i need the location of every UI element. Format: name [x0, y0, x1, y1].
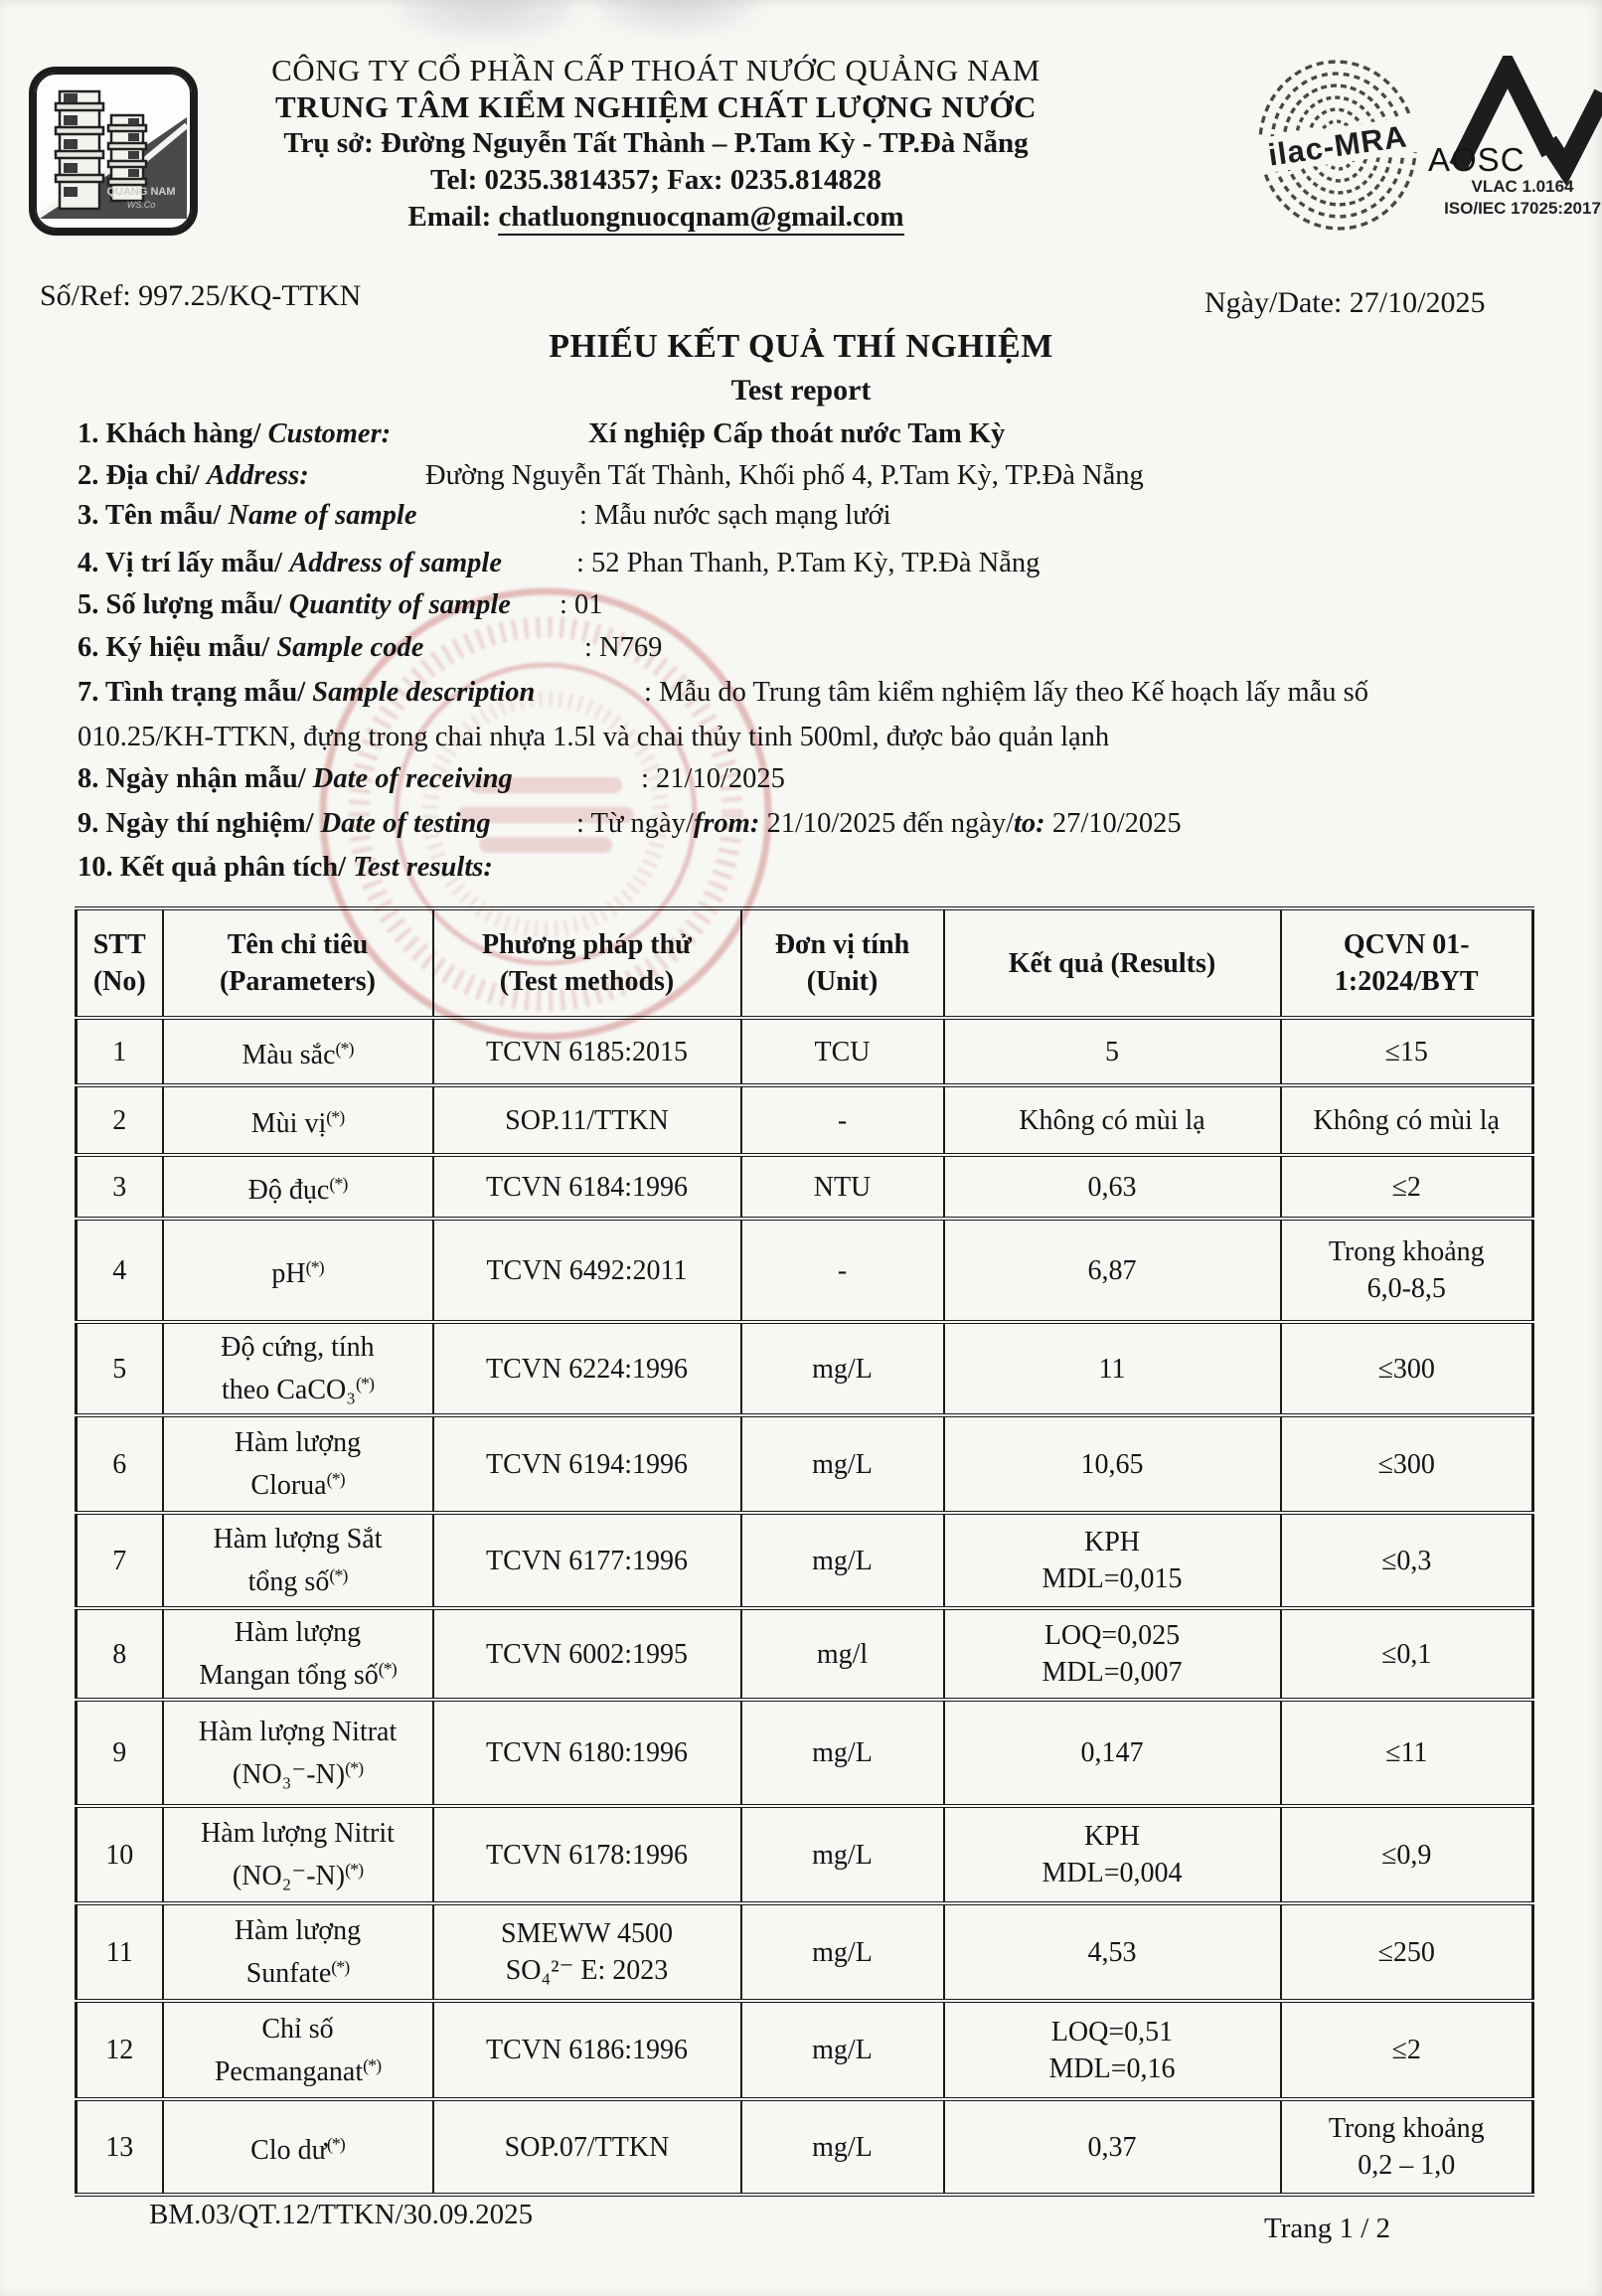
cell-limit: ≤250: [1281, 1903, 1533, 2001]
table-row: [77, 2001, 1533, 2099]
cell-result: KPH MDL=0,015: [944, 1513, 1281, 1608]
info-item: [78, 460, 1572, 492]
ilac-mra-mark: [1250, 58, 1425, 233]
cell-no: 2: [77, 1085, 163, 1155]
table-row: [77, 2099, 1533, 2195]
cell-parameter: Màu sắc(*): [163, 1018, 433, 1085]
table-row: [77, 1018, 1533, 1085]
info-value: : 52 Phan Thanh, P.Tam Kỳ, TP.Đà Nẵng: [576, 548, 1041, 578]
info-value: : 21/10/2025: [641, 763, 785, 794]
cell-method: SOP.11/TTKN: [433, 1085, 741, 1155]
company-logo: [26, 64, 201, 239]
info-item: [78, 852, 1572, 884]
info-value: : 01: [560, 589, 603, 620]
info-label-vi: 5. Số lượng mẫu/: [78, 589, 289, 620]
page-number: Trang 1 / 2: [1264, 2213, 1391, 2244]
info-value: : Từ ngày/from: 21/10/2025 đến ngày/to: 27/10/2025: [576, 808, 1182, 839]
aosc-label: AOSC: [1428, 141, 1525, 178]
cell-no: 6: [77, 1415, 163, 1513]
cell-parameter: pH(*): [163, 1219, 433, 1322]
cell-result: 0,147: [944, 1700, 1281, 1806]
cell-unit: mg/L: [741, 1415, 944, 1513]
cell-no: 12: [77, 2001, 163, 2099]
scan-smudge: [398, 0, 576, 37]
cell-no: 11: [77, 1903, 163, 2001]
cell-method: TCVN 6185:2015: [433, 1018, 741, 1085]
info-label-vi: 1. Khách hàng/: [78, 418, 268, 449]
cell-result: LOQ=0,025 MDL=0,007: [944, 1608, 1281, 1700]
cell-result: 10,65: [944, 1415, 1281, 1513]
cell-unit: mg/L: [741, 1513, 944, 1608]
info-label-vi: 8. Ngày nhận mẫu/: [78, 763, 313, 794]
cell-parameter: Clo dư(*): [163, 2099, 433, 2195]
cell-unit: mg/L: [741, 1322, 944, 1415]
table-row: [77, 1085, 1533, 1155]
cell-no: 1: [77, 1018, 163, 1085]
info-label-vi: 4. Vị trí lấy mẫu/: [78, 548, 290, 578]
cell-unit: -: [741, 1219, 944, 1322]
cell-unit: mg/L: [741, 2099, 944, 2195]
cell-result: Không có mùi lạ: [944, 1085, 1281, 1155]
cell-parameter: Hàm lượng Sunfate(*): [163, 1903, 433, 2001]
cell-method: TCVN 6224:1996: [433, 1322, 741, 1415]
cell-unit: mg/L: [741, 1903, 944, 2001]
info-label-vi: 3. Tên mẫu/: [78, 500, 229, 531]
cell-method: TCVN 6177:1996: [433, 1513, 741, 1608]
column-header: STT (No): [77, 908, 163, 1018]
info-item: [78, 763, 1572, 795]
info-value: : Mẫu do Trung tâm kiểm nghiệm lấy theo Kế hoạch lấy mẫu số: [644, 677, 1369, 708]
email-line: [214, 199, 1098, 236]
form-code: BM.03/QT.12/TTKN/30.09.2025: [149, 2199, 534, 2230]
cell-unit: -: [741, 1085, 944, 1155]
cell-no: 10: [77, 1806, 163, 1903]
cell-method: TCVN 6180:1996: [433, 1700, 741, 1806]
cell-method: TCVN 6194:1996: [433, 1415, 741, 1513]
info-label-en: Quantity of sample: [288, 589, 511, 620]
results-table: [75, 906, 1534, 2197]
doc-subtitle: Test report: [730, 374, 872, 407]
table-row: [77, 1608, 1533, 1700]
cell-limit: ≤2: [1281, 2001, 1533, 2099]
info-label-en: Address:: [206, 460, 309, 491]
info-item: [78, 808, 1572, 840]
cell-method: TCVN 6178:1996: [433, 1806, 741, 1903]
info-label-en: Customer:: [267, 418, 392, 449]
email-address: chatluongnuocqnam@gmail.com: [498, 201, 903, 236]
info-item: [78, 548, 1572, 579]
cell-unit: mg/l: [741, 1608, 944, 1700]
cell-result: 5: [944, 1018, 1281, 1085]
table-row: [77, 1155, 1533, 1219]
cell-no: 3: [77, 1155, 163, 1219]
info-label-en: Name of sample: [228, 500, 417, 531]
table-row: [77, 1219, 1533, 1322]
info-label-en: Sample description: [312, 677, 536, 708]
info-label-en: Date of testing: [320, 808, 491, 839]
info-value: Đường Nguyễn Tất Thành, Khối phố 4, P.Tam Kỳ, TP.Đà Nẵng: [425, 460, 1144, 491]
cell-limit: ≤300: [1281, 1415, 1533, 1513]
org-header: [214, 52, 1098, 236]
cell-no: 13: [77, 2099, 163, 2195]
cell-limit: ≤2: [1281, 1155, 1533, 1219]
info-label-en: Test results:: [353, 852, 493, 883]
cell-limit: ≤0,1: [1281, 1608, 1533, 1700]
cell-limit: Trong khoảng 6,0-8,5: [1281, 1219, 1533, 1322]
email-label: Email:: [407, 201, 499, 233]
cell-parameter: Hàm lượng Nitrit (NO₂⁻-N)(*): [163, 1806, 433, 1903]
cell-unit: mg/L: [741, 2001, 944, 2099]
table-row: [77, 1322, 1533, 1415]
cell-parameter: Hàm lượng Nitrat (NO₃⁻-N)(*): [163, 1700, 433, 1806]
logo-caption-line1: QUANG NAM: [106, 186, 176, 198]
column-header: QCVN 01- 1:2024/BYT: [1281, 908, 1533, 1018]
cell-limit: ≤11: [1281, 1700, 1533, 1806]
cell-parameter: Hàm lượng Sắt tổng số(*): [163, 1513, 433, 1608]
company-name: CÔNG TY CỔ PHẦN CẤP THOÁT NƯỚC QUẢNG NAM: [271, 53, 1041, 87]
logo-building-1: [56, 91, 103, 209]
column-header: Phương pháp thử (Test methods): [433, 908, 741, 1018]
cell-result: 11: [944, 1322, 1281, 1415]
center-name: TRUNG TÂM KIỂM NGHIỆM CHẤT LƯỢNG NƯỚC: [275, 89, 1037, 124]
aosc-iso-line: ISO/IEC 17025:2017: [1444, 199, 1601, 218]
info-item: [78, 589, 1572, 621]
tel-fax-line: Tel: 0235.3814357; Fax: 0235.814828: [429, 164, 882, 196]
cell-limit: ≤300: [1281, 1322, 1533, 1415]
info-label-vi: 2. Địa chỉ/: [78, 460, 207, 491]
doc-date: Ngày/Date: 27/10/2025: [1204, 286, 1486, 319]
address-line: Trụ sở: Đường Nguyễn Tất Thành – P.Tam Kỳ - TP.Đà Nẵng: [283, 127, 1029, 159]
cell-method: TCVN 6002:1995: [433, 1608, 741, 1700]
cell-parameter: Mùi vị(*): [163, 1085, 433, 1155]
column-header: Tên chỉ tiêu (Parameters): [163, 908, 433, 1018]
cell-result: 0,63: [944, 1155, 1281, 1219]
cell-no: 8: [77, 1608, 163, 1700]
info-item: [78, 632, 1572, 664]
cell-parameter: Độ cứng, tính theo CaCO₃(*): [163, 1322, 433, 1415]
cell-method: SOP.07/TTKN: [433, 2099, 741, 2195]
aosc-vlac-line: VLAC 1.0164: [1471, 177, 1574, 196]
info-label-en: Sample code: [276, 632, 424, 663]
cell-result: LOQ=0,51 MDL=0,16: [944, 2001, 1281, 2099]
info-value: : Mẫu nước sạch mạng lưới: [579, 500, 891, 531]
info-label-vi: 9. Ngày thí nghiệm/: [78, 808, 321, 839]
cell-parameter: Độ đục(*): [163, 1155, 433, 1219]
doc-title: PHIẾU KẾT QUẢ THÍ NGHIỆM: [549, 328, 1053, 365]
info-value-continued: 010.25/KH-TTKN, đựng trong chai nhựa 1.5l và chai thủy tinh 500ml, được bảo quản lạnh: [78, 722, 1110, 752]
cell-parameter: Chỉ số Pecmanganat(*): [163, 2001, 433, 2099]
cell-unit: mg/L: [741, 1700, 944, 1806]
cell-no: 5: [77, 1322, 163, 1415]
cell-limit: ≤15: [1281, 1018, 1533, 1085]
cell-method: TCVN 6184:1996: [433, 1155, 741, 1219]
scan-smudge: [596, 0, 755, 32]
info-label-en: Address of sample: [289, 548, 502, 578]
column-header: Kết quả (Results): [944, 908, 1281, 1018]
column-header: Đơn vị tính (Unit): [741, 908, 944, 1018]
table-row: [77, 1415, 1533, 1513]
cell-limit: ≤0,9: [1281, 1806, 1533, 1903]
cell-method: SMEWW 4500 SO₄²⁻ E: 2023: [433, 1903, 741, 2001]
cell-result: 0,37: [944, 2099, 1281, 2195]
cell-parameter: Hàm lượng Clorua(*): [163, 1415, 433, 1513]
info-item: [78, 418, 1572, 450]
cell-parameter: Hàm lượng Mangan tổng số(*): [163, 1608, 433, 1700]
cell-result: 4,53: [944, 1903, 1281, 2001]
cell-unit: NTU: [741, 1155, 944, 1219]
aosc-mark: [1428, 56, 1602, 225]
info-label-vi: 10. Kết quả phân tích/: [78, 852, 354, 883]
cell-unit: mg/L: [741, 1806, 944, 1903]
cell-no: 7: [77, 1513, 163, 1608]
table-row: [77, 1513, 1533, 1608]
table-row: [77, 1700, 1533, 1806]
info-label-vi: 7. Tình trạng mẫu/: [78, 677, 313, 708]
cell-result: 6,87: [944, 1219, 1281, 1322]
cell-unit: TCU: [741, 1018, 944, 1085]
cell-no: 4: [77, 1219, 163, 1322]
info-label-en: Date of receiving: [312, 763, 513, 794]
cell-limit: Trong khoảng 0,2 – 1,0: [1281, 2099, 1533, 2195]
cell-method: TCVN 6492:2011: [433, 1219, 741, 1322]
info-label-vi: 6. Ký hiệu mẫu/: [78, 632, 277, 663]
cell-limit: ≤0,3: [1281, 1513, 1533, 1608]
table-row: [77, 1806, 1533, 1903]
cell-limit: Không có mùi lạ: [1281, 1085, 1533, 1155]
cell-result: KPH MDL=0,004: [944, 1806, 1281, 1903]
ilac-mra-label: ilac-MRA: [1265, 118, 1410, 173]
info-item: [78, 677, 1572, 709]
info-value: : N769: [584, 632, 663, 663]
info-value: Xí nghiệp Cấp thoát nước Tam Kỳ: [588, 418, 1006, 449]
table-row: [77, 1903, 1533, 2001]
info-item: [78, 500, 1572, 532]
cell-method: TCVN 6186:1996: [433, 2001, 741, 2099]
cell-no: 9: [77, 1700, 163, 1806]
doc-ref-number: Số/Ref: 997.25/KQ-TTKN: [40, 279, 362, 312]
logo-caption-line2: WS.Co: [126, 200, 156, 210]
